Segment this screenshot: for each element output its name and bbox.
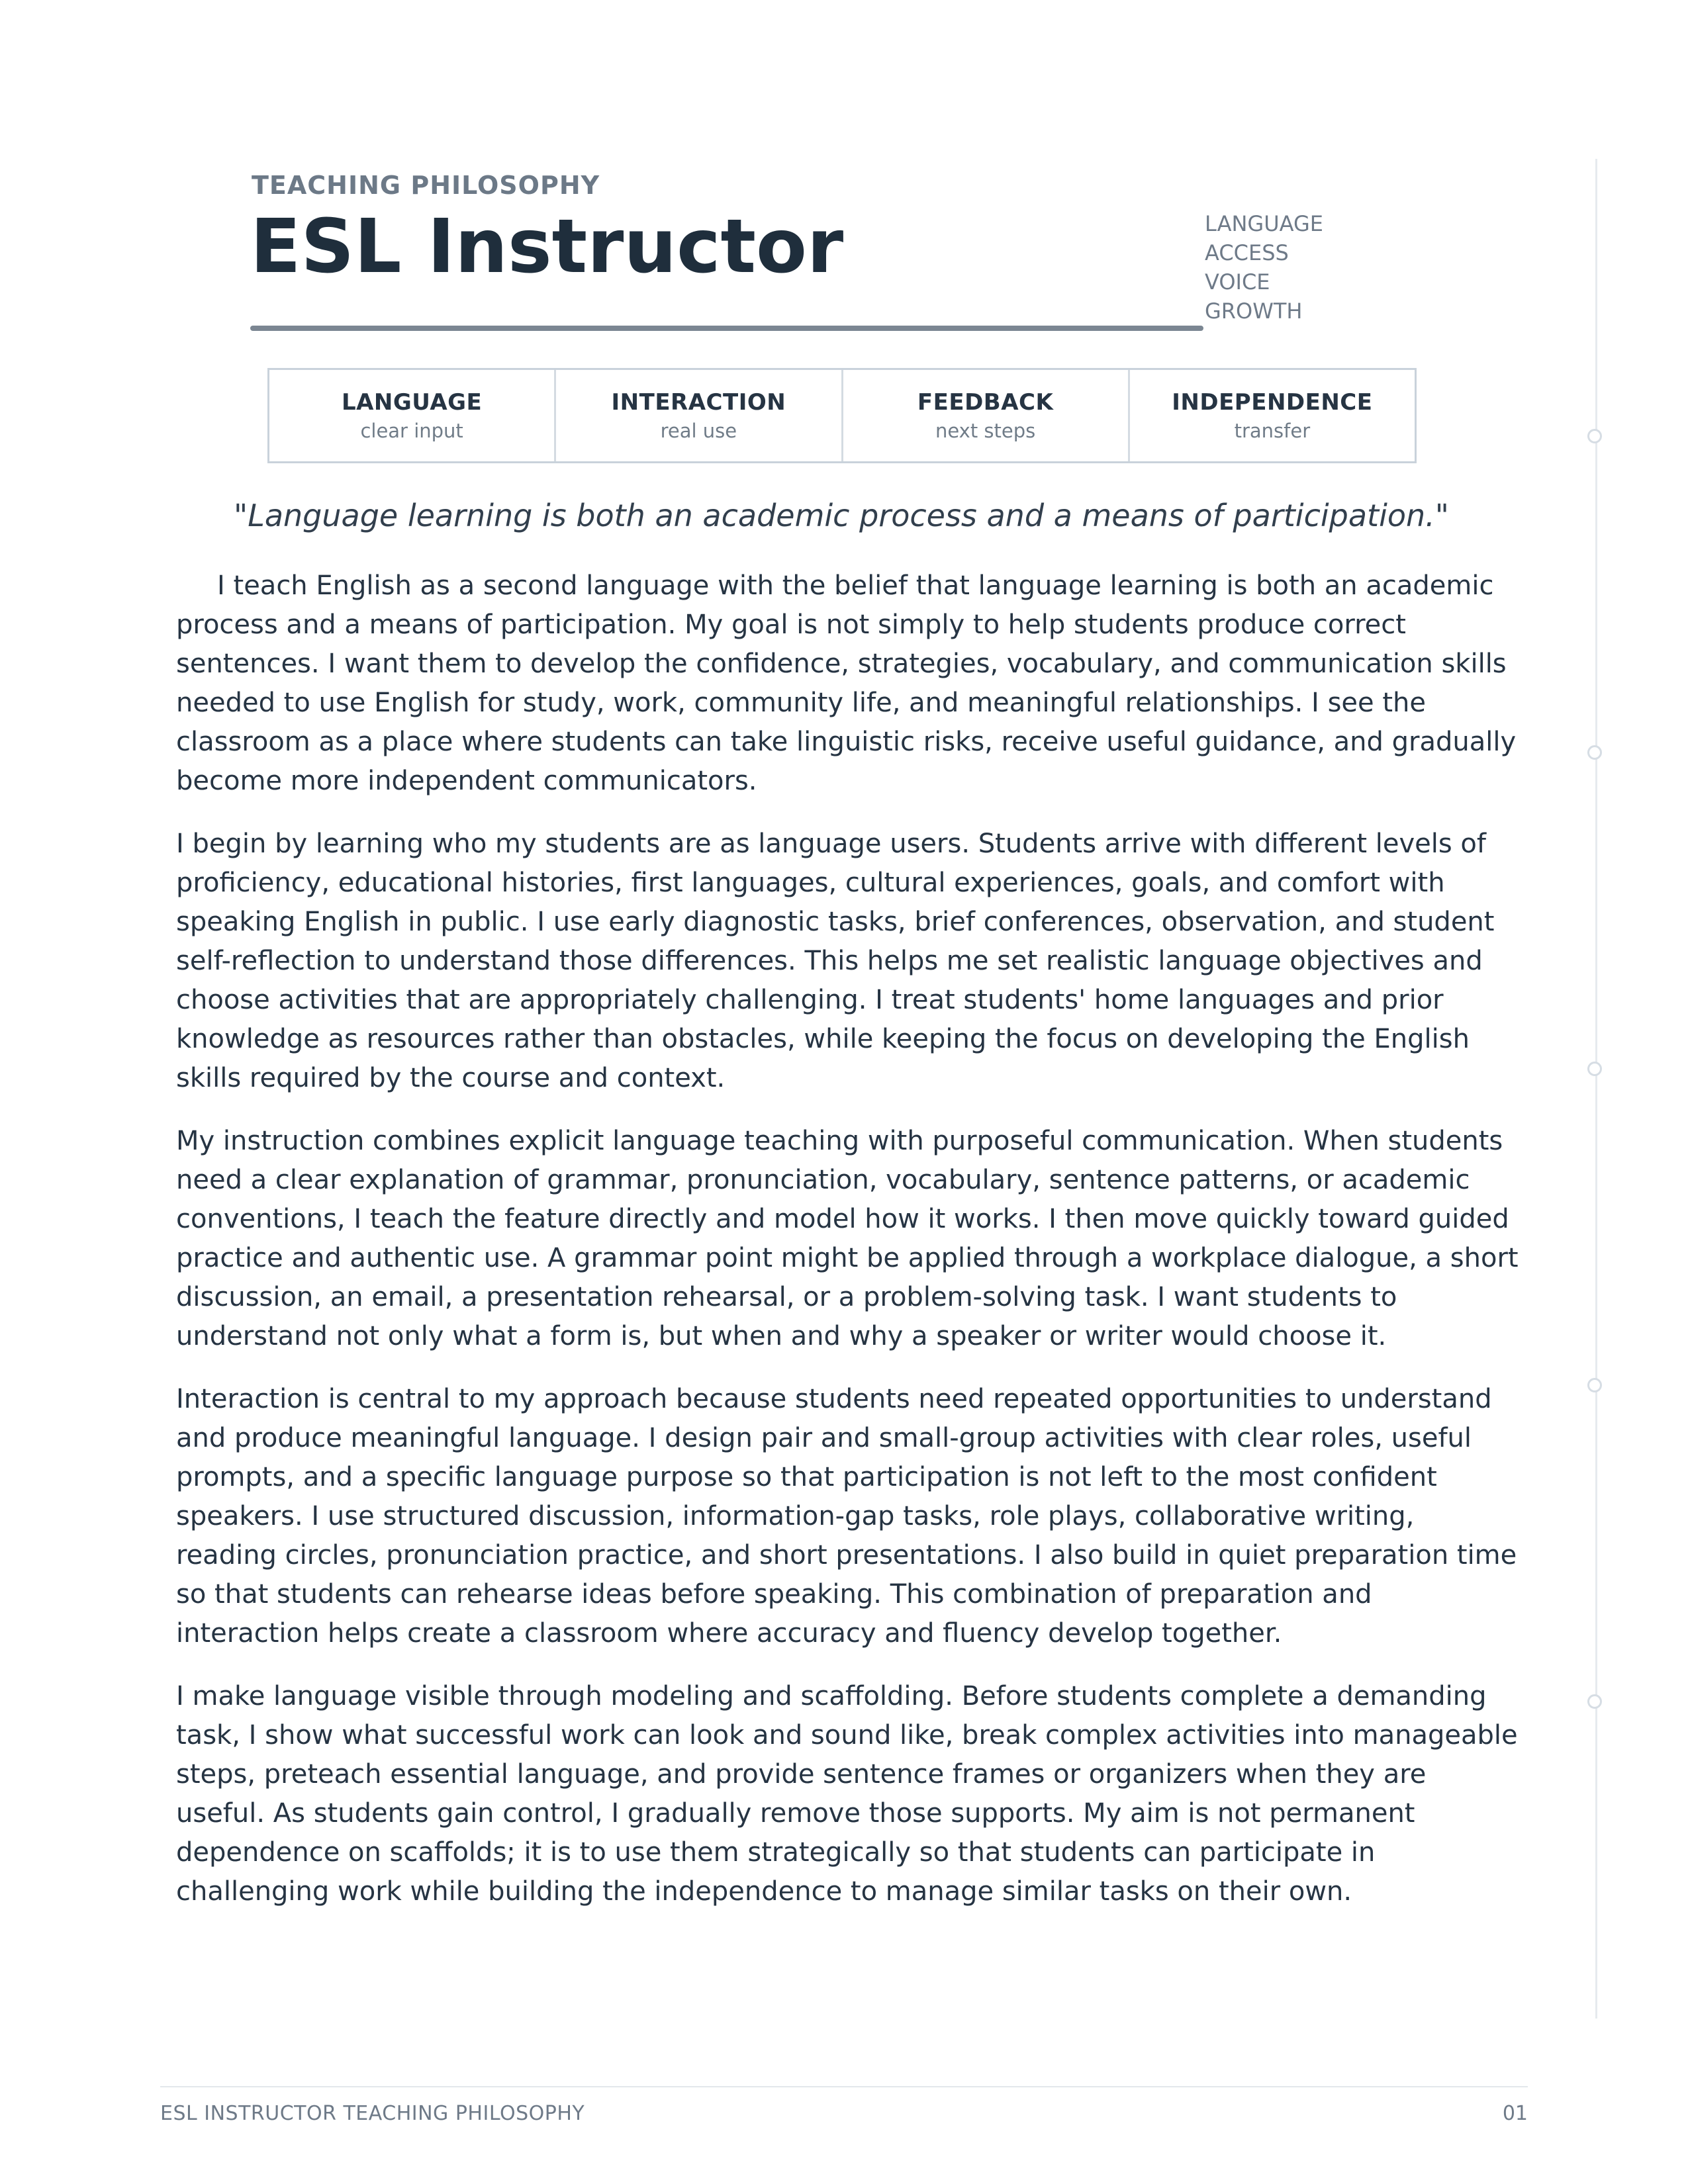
body-paragraph: I teach English as a second language with the belief that language learning is both an academic process and a means of participation. My goal is not simply to help students produce correct sentences. I want them to develop the confidence, strategies, vocabulary, and communication skills needed to use English for study, work, community life, and meaningful relationships. I see the classroom as a place where students can take linguistic risks, receive useful guidance, and gradually become more independent communicators. xyxy=(176,570,1517,796)
timeline-dot-icon xyxy=(1587,429,1602,443)
pillar-feedback xyxy=(843,370,1130,461)
timeline-dot-icon xyxy=(1587,1694,1602,1709)
keyword-item: ACCESS xyxy=(1205,240,1289,265)
page-title: ESL Instructor xyxy=(250,204,844,290)
keyword-item: GROWTH xyxy=(1205,298,1303,324)
pillars-table xyxy=(267,368,1417,463)
eyebrow-label: TEACHING PHILOSOPHY xyxy=(252,171,600,200)
pillar-interaction xyxy=(556,370,843,461)
pillar-title: FEEDBACK xyxy=(917,389,1054,416)
title-divider xyxy=(250,326,1203,331)
footer-divider xyxy=(160,2086,1528,2087)
timeline-dot-icon xyxy=(1587,1378,1602,1392)
pillar-title: INTERACTION xyxy=(611,389,786,416)
footer-title: ESL INSTRUCTOR TEACHING PHILOSOPHY xyxy=(160,2102,585,2125)
pillar-independence xyxy=(1130,370,1415,461)
body-paragraph: My instruction combines explicit language teaching with purposeful communication. When students need a clear explanation of grammar, pronunciation, vocabulary, sentence patterns, or academic conventions, I teach the feature directly and model how it works. I then move quickly toward guided practice and authentic use. A grammar point might be applied through a workplace dialogue, a short discussion, an email, a presentation rehearsal, or a problem-solving task. I want students to understand not only what a form is, but when and why a speaker or writer would choose it. xyxy=(176,1126,1519,1351)
pillar-subtitle: transfer xyxy=(1234,420,1311,442)
pillar-subtitle: next steps xyxy=(935,420,1036,442)
timeline-dot-icon xyxy=(1587,1062,1602,1076)
keyword-item: VOICE xyxy=(1205,269,1270,295)
keyword-item: LANGUAGE xyxy=(1205,211,1323,236)
timeline-dot-icon xyxy=(1587,745,1602,760)
pull-quote: "Language learning is both an academic process and a means of participation." xyxy=(234,498,1449,533)
pillar-subtitle: real use xyxy=(660,420,737,442)
page-number: 01 xyxy=(1502,2102,1528,2125)
pillar-title: LANGUAGE xyxy=(341,389,483,416)
body-paragraph: I begin by learning who my students are as language users. Students arrive with different levels of proficiency, educational histories, first languages, cultural experiences, goals, and comfort with speaking English in public. I use early diagnostic tasks, brief conferences, observation, and student self-reflection to understand those differences. This helps me set realistic language objectives and choose activities that are appropriately challenging. I treat students' home languages and prior knowledge as resources rather than obstacles, while keeping the focus on developing the English skills required by the course and context. xyxy=(176,829,1495,1093)
pillar-language xyxy=(269,370,556,461)
body-paragraph: I make language visible through modeling and scaffolding. Before students complete a demanding task, I show what successful work can look and sound like, break complex activities into manageable steps, preteach essential language, and provide sentence frames or organizers when they are useful. As students gain control, I gradually remove those supports. My aim is not permanent dependence on scaffolds; it is to use them strategically so that students can participate in challenging work while building the independence to manage similar tasks on their own. xyxy=(176,1681,1518,1907)
body-paragraph: Interaction is central to my approach because students need repeated opportunities to understand and produce meaningful language. I design pair and small-group activities with clear roles, useful prompts, and a specific language purpose so that participation is not left to the most confident speakers. I use structured discussion, information-gap tasks, role plays, collaborative writing, reading circles, pronunciation practice, and short presentations. I also build in quiet preparation time so that students can rehearse ideas before speaking. This combination of preparation and interaction helps create a classroom where accuracy and fluency develop together. xyxy=(176,1384,1517,1649)
pillar-subtitle: clear input xyxy=(360,420,463,442)
pillar-title: INDEPENDENCE xyxy=(1172,389,1373,416)
body-text xyxy=(176,567,1520,1935)
keyword-list xyxy=(1205,209,1323,326)
